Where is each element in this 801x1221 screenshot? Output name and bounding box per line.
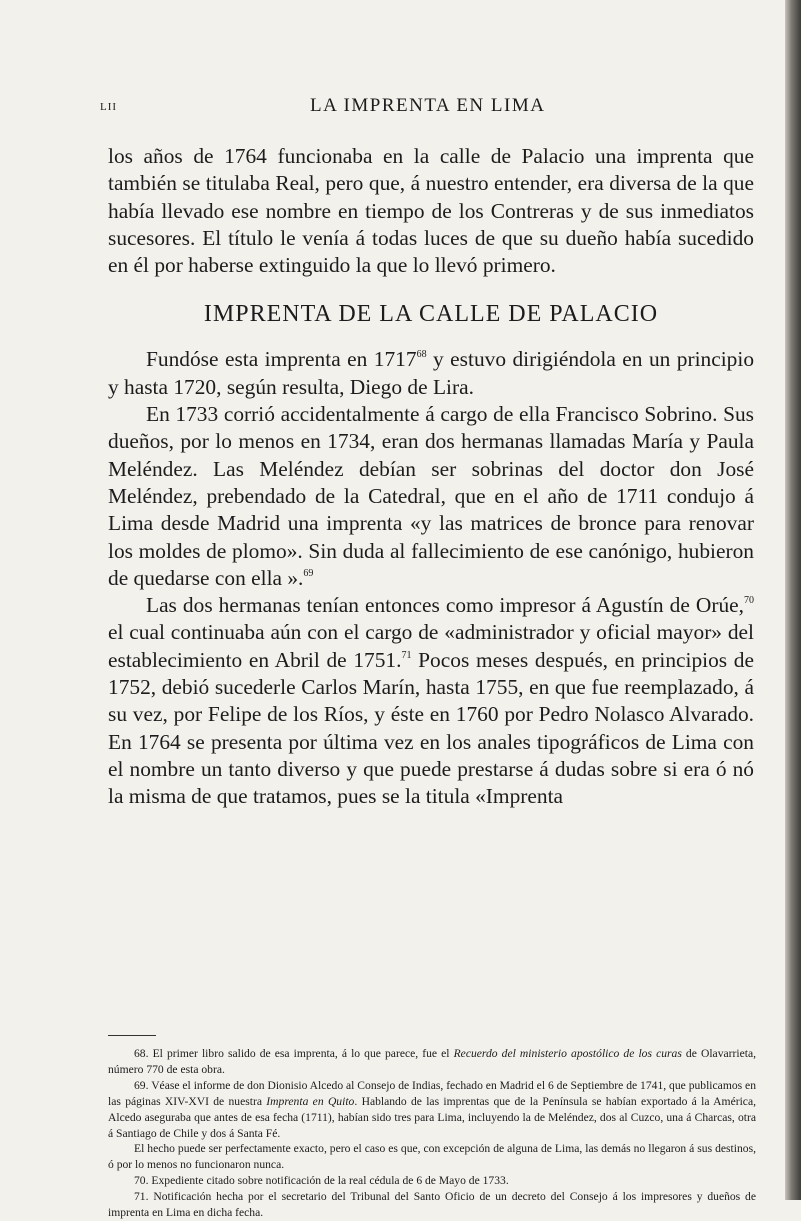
page-edge (785, 0, 801, 1200)
section-heading: IMPRENTA DE LA CALLE DE PALACIO (203, 301, 659, 328)
footnote-71: 71. Notificación hecha por el secretario del Tribunal del Santo Oficio de un decreto del Consejo á los impresores y dueños de imprenta en Lima en dicha fecha. (108, 1190, 756, 1220)
book-title: Recuerdo del ministerio apostólico de los curas (453, 1047, 682, 1060)
footnote-divider (108, 1035, 156, 1036)
paragraph-owners: En 1733 corrió accidentalmente á cargo de ella Francisco Sobrino. Sus dueños, por lo menos en 1734, eran dos hermanas llamadas María y Paula Meléndez. Las Meléndez debían ser sobrinas del doctor don José Meléndez, prebendado de la Catedral, que en el año de 1711 condujo á Lima desde Madrid una imprenta «y las matrices de bronce para renovar los moldes de plomo». Sin duda al fallecimiento de ese canónigo, hubieron de quedarse con ella ».$^{69}$ (108, 402, 754, 590)
footnote-ref-69[interactable]: 69 (303, 567, 314, 579)
footnote-69-continued: El hecho puede ser perfectamente exacto, pero el caso es que, con excepción de alguna de Lima, las demás no llegaron á sus destinos, ó por lo menos no funcionaron nunca. (108, 1142, 756, 1172)
paragraph-printers: Las dos hermanas tenían entonces como impresor á Agustín de Orúe,$^{70}$ el cual continuaba aún con el cargo de «administrador y oficial mayor» del establecimiento en Abril de 1751.71 Pocos meses después, en principios de 1752, debió sucederle Carlos Marín, hasta 1755, en que fue reemplazado, á su vez, por Felipe de los Ríos, y éste en 1760 por Pedro Nolasco Alvarado. En 1764 se presenta por última vez en los anales tipográficos de Lima con el nombre un tanto diverso y que puede prestarse á dudas sobre si era ó nó la misma de que tratamos, pues se la titula «Imprenta (108, 593, 754, 809)
footnote-68: 68. El primer libro salido de esa imprenta, á lo que parece, fue el Recuerdo del ministerio apostólico de los curas de Olavarrieta, número 770 de esta obra. (108, 1047, 756, 1076)
footnotes (108, 1046, 756, 1221)
footnote-ref-71[interactable]: 71 (401, 649, 412, 661)
paragraph-founding: Fundóse esta imprenta en 1717$^{68}$ y estuvo dirigiéndola en un principio y hasta 1720, según resulta, Diego de Lira. (108, 347, 755, 399)
book-title: Imprenta en Quito (266, 1094, 355, 1108)
footnote-ref-68[interactable]: 68 (416, 349, 427, 361)
page-header (100, 95, 760, 119)
running-head: LA IMPRENTA EN LIMA (310, 95, 546, 116)
paragraph-continued: los años de 1764 funcionaba en la calle de Palacio una imprenta que también se titulaba Real, pero que, á nuestro entender, era diversa de la que había llevado ese nombre en tiempo de los Contreras y de sus inmediatos sucesores. El título le venía á todas luces de que su dueño había sucedido en él por haberse extinguido la que lo llevó primero. (108, 144, 754, 278)
page-number: LII (100, 101, 118, 113)
footnote-ref-70[interactable]: 70 (744, 595, 754, 607)
footnote-69: 69. Véase el informe de don Dionisio Alcedo al Consejo de Indias, fechado en Madrid el 6 de Septiembre de 1741, que publicamos en las páginas XIV-XVI de nuestra Imprenta en Quito. Hablando de las imprentas que de la Península se habían exportado á la América, Alcedo aseguraba que antes de esa fecha (1711), habían sido tres para Lima, incluyendo la de Meléndez, dos al Cuzco, una á Charcas, otra á Santiago de Chile y dos á Santa Fé. (108, 1078, 756, 1140)
main-text (108, 143, 754, 811)
footnote-70: 70. Expediente citado sobre notificación de la real cédula de 6 de Mayo de 1733. (134, 1174, 509, 1188)
